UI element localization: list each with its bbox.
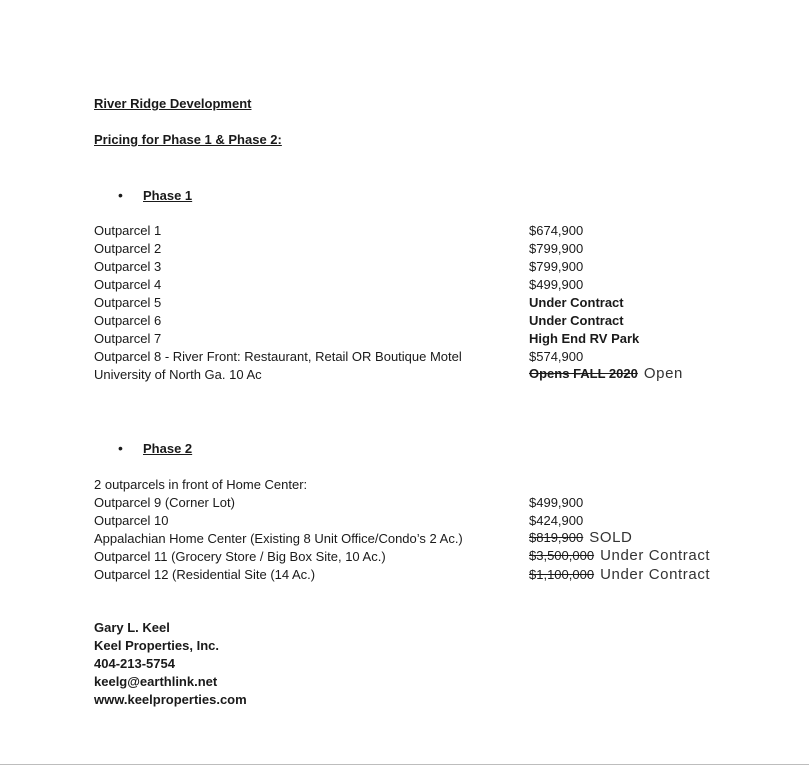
phase2-price-2: $424,900: [529, 513, 584, 528]
phase1-label-6: Outparcel 6: [94, 313, 162, 328]
phase1-price-2: $799,900: [529, 241, 584, 256]
phase1-price-3: $799,900: [529, 259, 584, 274]
phase2-price-3: $819,900: [529, 530, 584, 545]
phase1-price-8: $574,900: [529, 349, 584, 364]
phase1-label-4: Outparcel 4: [94, 277, 162, 292]
phase2-heading: Phase 2: [143, 441, 193, 456]
phase2-price-4: $3,500,000: [529, 548, 595, 563]
contact-email: keelg@earthlink.net: [94, 674, 218, 689]
phase2-price-5: $1,100,000: [529, 567, 595, 582]
phase2-price-3-wrap: [529, 529, 632, 547]
bullet-icon: •: [118, 440, 123, 456]
phase2-price-1: $499,900: [529, 495, 584, 510]
phase2-label-1: Outparcel 9 (Corner Lot): [94, 495, 235, 510]
phase1-label-2: Outparcel 2: [94, 241, 162, 256]
pricing-subtitle: Pricing for Phase 1 & Phase 2:: [94, 132, 282, 147]
phase1-price-5: Under Contract: [529, 295, 624, 310]
phase1-price-1: $674,900: [529, 223, 584, 238]
phase1-price-7: High End RV Park: [529, 331, 640, 346]
phase1-label-9: University of North Ga. 10 Ac: [94, 367, 262, 382]
phase1-label-3: Outparcel 3: [94, 259, 162, 274]
phase1-label-8: Outparcel 8 - River Front: Restaurant, Retail OR Boutique Motel: [94, 349, 462, 364]
phase1-label-5: Outparcel 5: [94, 295, 162, 310]
phase2-price-5-wrap: [529, 566, 710, 584]
phase2-label-4: Outparcel 11 (Grocery Store / Big Box Site, 10 Ac.): [94, 549, 386, 564]
phase1-price-6: Under Contract: [529, 313, 624, 328]
phase2-note-5: Under Contract: [600, 566, 711, 583]
contact-name: Gary L. Keel: [94, 620, 170, 635]
phase1-label-1: Outparcel 1: [94, 223, 162, 238]
phase2-label-3: Appalachian Home Center (Existing 8 Unit Office/Condo’s 2 Ac.): [94, 531, 463, 546]
bullet-icon: •: [118, 187, 123, 203]
page-bottom-rule: [0, 764, 809, 765]
phase2-label-2: Outparcel 10: [94, 513, 169, 528]
contact-phone: 404-213-5754: [94, 656, 175, 671]
phase1-heading: Phase 1: [143, 188, 193, 203]
contact-company: Keel Properties, Inc.: [94, 638, 219, 653]
document-title: River Ridge Development: [94, 96, 252, 111]
phase1-price-9-wrap: [529, 365, 683, 383]
phase2-price-4-wrap: [529, 547, 710, 565]
phase1-price-9: Opens FALL 2020: [529, 366, 638, 381]
phase2-label-5: Outparcel 12 (Residential Site (14 Ac.): [94, 567, 316, 582]
contact-website: www.keelproperties.com: [94, 692, 247, 707]
phase1-label-7: Outparcel 7: [94, 331, 162, 346]
phase2-intro: 2 outparcels in front of Home Center:: [94, 477, 308, 492]
phase1-price-4: $499,900: [529, 277, 584, 292]
phase2-note-4: Under Contract: [600, 547, 711, 564]
phase1-note-9: Open: [643, 365, 683, 382]
phase2-note-3: SOLD: [589, 529, 633, 546]
